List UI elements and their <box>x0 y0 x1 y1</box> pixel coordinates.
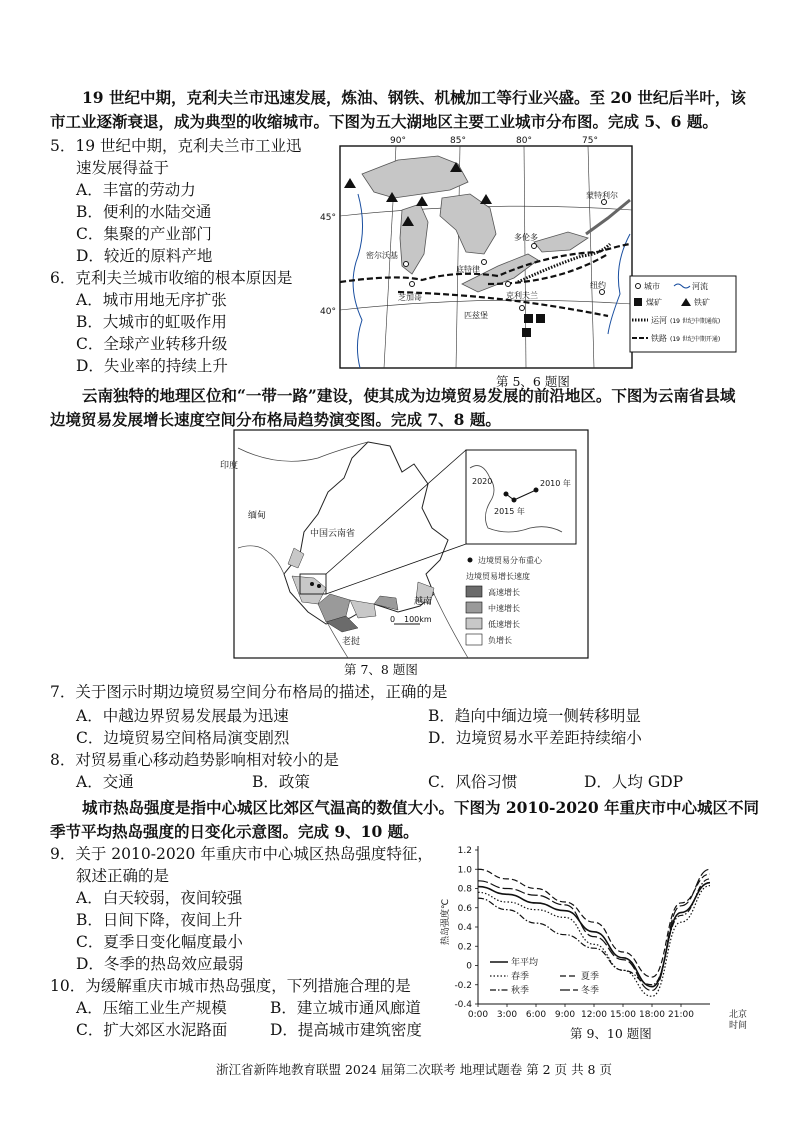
city-milwaukee: 密尔沃基 <box>366 251 398 260</box>
y-tick-label: 1.2 <box>457 846 472 856</box>
label-myanmar: 缅甸 <box>248 511 267 521</box>
y-tick-label: 1.0 <box>457 865 472 876</box>
city-chicago: 芝加哥 <box>398 293 422 302</box>
y-tick-label: 0.6 <box>457 903 472 914</box>
x-tick-label: 3:00 <box>496 1010 518 1020</box>
svg-text:运河: 运河 <box>651 316 667 325</box>
svg-text:河流: 河流 <box>692 282 708 291</box>
q8-option-b: B．政策 <box>252 773 310 791</box>
q9-stem: 9．关于 2010-2020 年重庆市中心城区热岛强度特征， <box>50 845 433 863</box>
city-icon <box>520 306 525 311</box>
svg-text:铁路: 铁路 <box>651 334 667 343</box>
city-icon <box>602 200 607 205</box>
x-axis-label-2: 时间 <box>728 1021 748 1031</box>
map2-caption: 第 7、8 题图 <box>344 662 418 677</box>
lat-45: 45° <box>320 213 336 223</box>
city-detroit: 底特律 <box>456 265 480 274</box>
lon-85: 85° <box>450 136 466 146</box>
q6-option-d: D．失业率的持续上升 <box>76 357 228 375</box>
svg-text:城市: 城市 <box>644 282 660 291</box>
q9-option-a: A．白天较弱，夜间较强 <box>76 889 243 907</box>
q6-option-c: C．全球产业转移升级 <box>76 335 228 353</box>
lon-90: 90° <box>390 136 406 146</box>
q9-option-d: D．冬季的热岛效应最弱 <box>76 955 244 973</box>
coal-mine-icon <box>536 314 545 323</box>
passage-3-line-2: 季节平均热岛强度的日变化示意图。完成 9、10 题。 <box>50 822 419 841</box>
city-cleveland: 克利夫兰 <box>506 291 538 300</box>
svg-text:边境贸易增长速度: 边境贸易增长速度 <box>466 572 530 581</box>
svg-text:高速增长: 高速增长 <box>488 588 520 597</box>
inset-year-2010: 2010 年 <box>540 479 571 488</box>
svg-text:铁矿: 铁矿 <box>694 298 710 307</box>
q5-option-c: C．集聚的产业部门 <box>76 225 212 243</box>
q6-option-b: B．大城市的虹吸作用 <box>76 313 227 331</box>
q7-option-b: B．趋向中缅边境一侧转移明显 <box>428 707 641 725</box>
city-icon <box>482 260 487 265</box>
svg-text:中速增长: 中速增长 <box>488 604 520 613</box>
passage-2-line-1: 云南独特的地理区位和“一带一路”建设，使其成为边境贸易发展的前沿地区。下图为云南省县域 <box>82 386 736 405</box>
chart-caption: 第 9、10 题图 <box>570 1026 652 1041</box>
q10-stem: 10．为缓解重庆市城市热岛强度，下列措施合理的是 <box>50 977 411 995</box>
lat-40: 40° <box>320 307 336 317</box>
y-tick-label: -0.4 <box>454 1000 472 1010</box>
legend-label: 年平均 <box>511 958 539 968</box>
q5-stem: 5．19 世纪中期，克利夫兰市工业迅 <box>50 137 302 155</box>
q9-option-c: C．夏季日变化幅度最小 <box>76 933 243 951</box>
q6-option-a: A．城市用地无序扩张 <box>76 291 227 309</box>
q9-stem-cont: 叙述正确的是 <box>76 867 170 885</box>
city-icon <box>600 290 605 295</box>
yunnan-map <box>218 428 590 660</box>
y-tick-label: 0.2 <box>457 942 472 953</box>
coal-mine-icon <box>524 314 533 323</box>
q9-option-b: B．日间下降，夜间上升 <box>76 911 243 929</box>
q7-option-c: C．边境贸易空间格局演变剧烈 <box>76 729 290 747</box>
scale-label: 100km <box>404 615 432 624</box>
x-tick-label: 6:00 <box>525 1010 547 1020</box>
svg-text:(19 世纪中期通航): (19 世纪中期通航) <box>670 318 721 325</box>
q8-option-a: A．交通 <box>76 773 134 791</box>
x-tick-label: 0:00 <box>467 1010 489 1020</box>
svg-text:0: 0 <box>390 615 396 624</box>
x-tick-label: 18:00 <box>639 1010 665 1020</box>
city-icon <box>532 244 537 249</box>
legend-label: 夏季 <box>581 972 600 982</box>
q10-option-b: B．建立城市通风廊道 <box>270 999 421 1017</box>
q5-option-b: B．便利的水陆交通 <box>76 203 212 221</box>
y-tick-label: 0.8 <box>457 884 472 895</box>
x-tick-label: 12:00 <box>581 1010 607 1020</box>
q8-option-d: D．人均 GDP <box>584 773 684 791</box>
great-lakes-map <box>320 134 738 370</box>
city-icon <box>410 282 415 287</box>
svg-text:低速增长: 低速增长 <box>488 620 520 629</box>
city-icon <box>404 262 409 267</box>
label-laos: 老挝 <box>342 637 361 647</box>
legend-label: 冬季 <box>581 986 600 996</box>
lon-75: 75° <box>582 136 598 146</box>
svg-text:煤矿: 煤矿 <box>646 298 662 307</box>
x-tick-label: 9:00 <box>554 1010 576 1020</box>
q10-option-d: D．提高城市建筑密度 <box>270 1021 422 1039</box>
q10-option-c: C．扩大郊区水泥路面 <box>76 1021 228 1039</box>
q10-option-a: A．压缩工业生产规模 <box>76 999 227 1017</box>
city-icon <box>506 282 511 287</box>
map1-caption: 第 5、6 题图 <box>496 374 570 389</box>
q5-option-a: A．丰富的劳动力 <box>76 181 196 199</box>
q7-option-d: D．边境贸易水平差距持续缩小 <box>428 729 642 747</box>
x-tick-label: 21:00 <box>668 1010 694 1020</box>
x-tick-label: 15:00 <box>610 1010 636 1020</box>
q7-option-a: A．中越边界贸易发展最为迅速 <box>76 707 289 725</box>
q8-option-c: C．风俗习惯 <box>428 773 518 791</box>
legend-label: 春季 <box>511 972 530 982</box>
y-tick-label: -0.2 <box>454 980 472 991</box>
q8-stem: 8．对贸易重心移动趋势影响相对较小的是 <box>50 751 339 769</box>
lon-80: 80° <box>516 136 532 146</box>
legend-label: 秋季 <box>511 986 530 996</box>
city-newyork: 纽约 <box>590 281 606 290</box>
passage-3-line-1: 城市热岛强度是指中心城区比郊区气温高的数值大小。下图为 2010-2020 年重庆市中心城区不同 <box>82 798 760 817</box>
q5-option-d: D．较近的原料产地 <box>76 247 213 265</box>
page-footer: 浙江省新阵地教育联盟 2024 届第二次联考 地理试题卷 第 2 页 共 8 页 <box>216 1062 612 1077</box>
y-tick-label: 0.4 <box>457 923 472 933</box>
svg-text:边境贸易分布重心: 边境贸易分布重心 <box>478 556 542 565</box>
y-axis-label: 热岛强度℃ <box>441 898 451 945</box>
heat-island-chart <box>432 836 780 1042</box>
y-tick-label: 0 <box>466 961 472 972</box>
inset-year-2020: 2020 <box>472 477 493 486</box>
coal-mine-icon <box>522 328 531 337</box>
label-yunnan: 中国云南省 <box>310 529 356 539</box>
passage-1-line-1: 19 世纪中期，克利夫兰市迅速发展，炼油、钢铁、机械加工等行业兴盛。至 20 世纪后半叶，该 <box>82 88 746 107</box>
svg-text:(19 世纪中期开通): (19 世纪中期开通) <box>670 336 721 343</box>
x-axis-label: 北京 <box>728 1010 748 1020</box>
city-pittsburgh: 匹兹堡 <box>464 311 488 320</box>
label-vietnam: 越南 <box>414 597 433 607</box>
passage-1-line-2: 市工业逐渐衰退，成为典型的收缩城市。下图为五大湖地区主要工业城市分布图。完成 5、6 题。 <box>50 112 718 131</box>
q6-stem: 6．克利夫兰城市收缩的根本原因是 <box>50 269 293 287</box>
city-toronto: 多伦多 <box>514 233 538 242</box>
label-india: 印度 <box>220 461 239 471</box>
svg-text:负增长: 负增长 <box>488 636 512 645</box>
passage-2-line-2: 边境贸易发展增长速度空间分布格局趋势演变图。完成 7、8 题。 <box>50 410 501 429</box>
legend-center-icon <box>468 558 473 563</box>
inset-year-2015: 2015 年 <box>494 507 525 516</box>
q7-stem: 7．关于图示时期边境贸易空间分布格局的描述，正确的是 <box>50 683 448 701</box>
city-montreal: 蒙特利尔 <box>586 191 618 200</box>
q5-stem-cont: 速发展得益于 <box>76 159 170 177</box>
